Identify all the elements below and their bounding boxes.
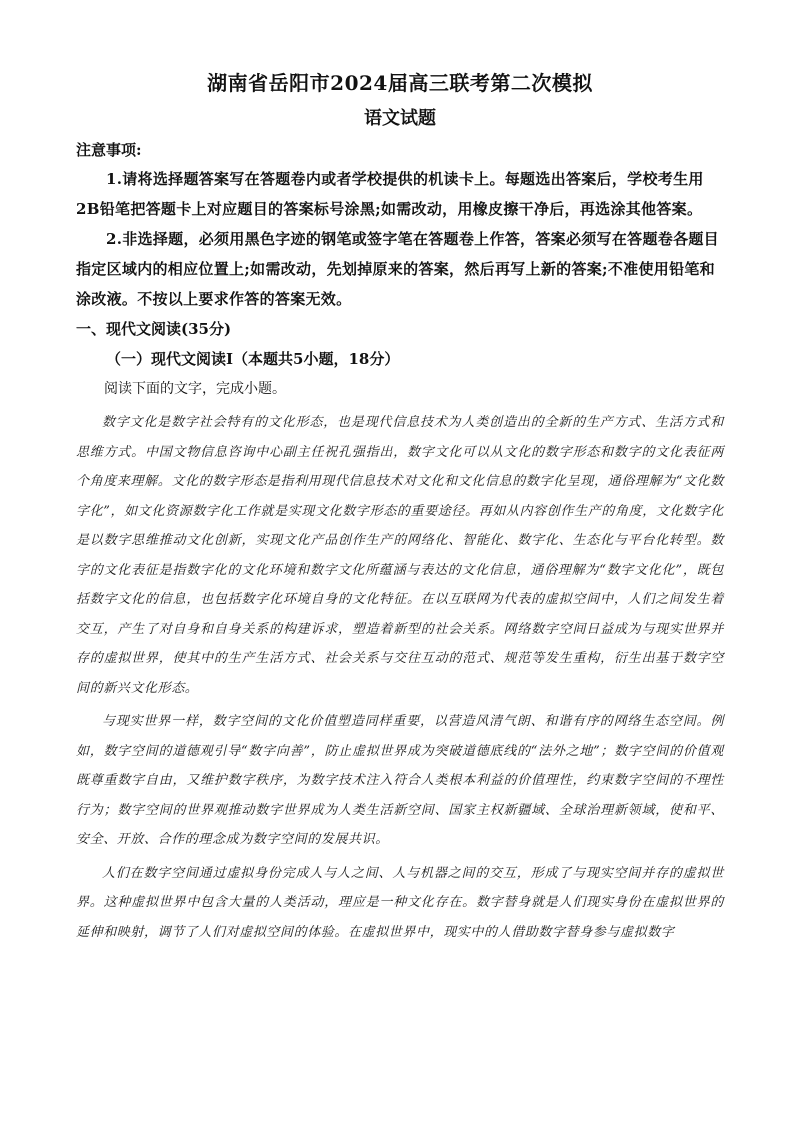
passage-paragraph-3: 人们在数字空间通过虚拟身份完成人与人之间、人与机器之间的交互，形成了与现实空间并存的虚拟世界。这种虚拟世界中包含大量的人类活动，理应是一种文化存在。数字替身就是人们现实身份在虚拟世界的延伸和映射，调节了人们对虚拟空间的体验。在虚拟世界中，现实中的人借助数字替身参与虚拟数字 bbox=[76, 865, 724, 940]
subsection-heading: （一）现代文阅读Ⅰ（本题共5小题，18分） bbox=[106, 350, 400, 368]
notice-heading: 注意事项: bbox=[76, 141, 142, 159]
page-title: 湖南省岳阳市2024届高三联考第二次模拟 bbox=[207, 71, 593, 95]
passage-paragraph-1: 数字文化是数字社会特有的文化形态，也是现代信息技术为人类创造出的全新的生产方式、生活方式和思维方式。中国文物信息咨询中心副主任祝孔强指出，数字文化可以从文化的数字形态和数字的文化表征两个角度来理解。文化的数字形态是指利用现代信息技术对文化和文化信息的数字化呈现，通俗理解为“文化数字化”，如文化资源数字化工作就是实现文化数字形态的重要途径。再如从内容创作生产的角度，文化数字化是以数字思维推动文化创新，实现文化产品创作生产的网络化、智能化、数字化、生态化与平台化转型。数字的文化表征是指数字化的文化环境和数字文化所蕴涵与表达的文化信息，通俗理解为“数字文化化”，既包括数字文化的信息，也包括数字化环境自身的文化特征。在以互联网为代表的虚拟空间中，人们之间发生着交互，产生了对自身和自身关系的构建诉求，塑造着新型的社会关系。网络数字空间日益成为与现实世界并存的虚拟世界，使其中的生产生活方式、社会关系与交往互动的范式、规范等发生重构，衍生出基于数字空间的新兴文化形态。 bbox=[76, 415, 724, 696]
page-subtitle: 语文试题 bbox=[364, 108, 436, 129]
notice-item-1: 1.请将选择题答案写在答题卷内或者学校提供的机读卡上。每题选出答案后，学校考生用2B铅笔把答题卡上对应题目的答案标号涂黑;如需改动，用橡皮擦干净后，再选涂其他答案。 bbox=[76, 170, 704, 218]
passage-paragraph-2: 与现实世界一样，数字空间的文化价值塑造同样重要，以营造风清气朗、和谐有序的网络生态空间。例如，数字空间的道德观引导“数字向善”，防止虚拟世界成为突破道德底线的“法外之地”；数字空间的价值观既尊重数字自由，又维护数字秩序，为数字技术注入符合人类根本利益的价值理性，约束数字空间的不理性行为；数字空间的世界观推动数字世界成为人类生活新空间、国家主权新疆域、全球治理新领域，使和平、安全、开放、合作的理念成为数字空间的发展共识。 bbox=[76, 714, 724, 847]
notice-item-2: 2.非选择题，必须用黑色字迹的钢笔或签字笔在答题卷上作答，答案必须写在答题卷各题目指定区域内的相应位置上;如需改动，先划掉原来的答案，然后再写上新的答案;不准使用铅笔和涂改液。不按以上要求作答的答案无效。 bbox=[76, 230, 719, 308]
reading-instruction: 阅读下面的文字，完成小题。 bbox=[104, 381, 286, 397]
section-heading: 一、现代文阅读(35分) bbox=[76, 320, 232, 338]
